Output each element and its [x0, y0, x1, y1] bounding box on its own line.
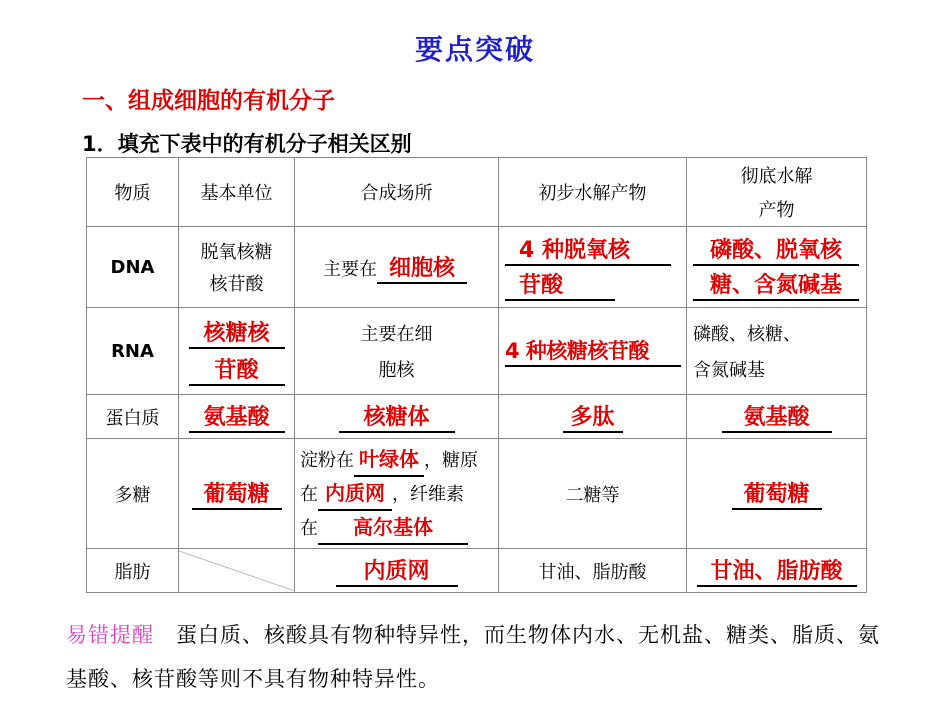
- protein-complete-answer: 氨基酸: [722, 400, 832, 433]
- polysaccharide-site-line3: [300, 511, 498, 545]
- dna-name: DNA: [87, 227, 179, 308]
- table-row-protein: [87, 395, 867, 439]
- rna-complete-line1: 磷酸、核糖、: [693, 324, 801, 345]
- polysaccharide-site-l3-prefix: 在: [300, 517, 318, 539]
- table-header-row: [87, 158, 867, 227]
- polysaccharide-site-l2-prefix: 在: [300, 483, 318, 505]
- polysaccharide-site-l2-answer: 内质网: [318, 477, 392, 511]
- polysaccharide-unit: [179, 439, 295, 549]
- fat-complete-answer: 甘油、脂肪酸: [697, 554, 857, 587]
- diagonal-line: [179, 549, 295, 593]
- dna-site-answer: 细胞核: [377, 251, 467, 284]
- section-heading: 一、组成细胞的有机分子: [82, 88, 335, 114]
- fat-initial: 甘油、脂肪酸: [499, 549, 687, 593]
- tip-paragraph: [66, 613, 896, 701]
- dna-complete: [687, 227, 867, 308]
- polysaccharide-site-line2: [300, 477, 498, 511]
- protein-complete: [687, 395, 867, 439]
- polysaccharide-initial: 二糖等: [499, 439, 687, 549]
- table-row-dna: [87, 227, 867, 308]
- rna-site-line2: 胞核: [378, 360, 415, 381]
- polysaccharide-complete: [687, 439, 867, 549]
- rna-initial-answer: 4 种核糖核苷酸: [505, 335, 681, 367]
- header-substance: 物质: [87, 158, 179, 227]
- rna-complete-line2: 含氮碱基: [693, 360, 765, 381]
- header-complete-hydrolysis: [687, 158, 867, 227]
- rna-site: [295, 308, 499, 395]
- polysaccharide-site: [295, 439, 499, 549]
- rna-complete: [687, 308, 867, 395]
- header-basic-unit: 基本单位: [179, 158, 295, 227]
- dna-initial-line1: 4 种脱氧核: [505, 233, 671, 266]
- dna-unit: [179, 227, 295, 308]
- table-row-polysaccharide: [87, 439, 867, 549]
- polysaccharide-site-l1-prefix: 淀粉在: [300, 449, 354, 471]
- dna-unit-line1: 脱氧核糖: [200, 242, 273, 263]
- protein-initial: [499, 395, 687, 439]
- rna-name: RNA: [87, 308, 179, 395]
- polysaccharide-name: 多糖: [87, 439, 179, 549]
- rna-initial: [499, 308, 687, 395]
- polysaccharide-unit-answer: 葡萄糖: [192, 477, 282, 510]
- dna-initial-line2: 苷酸: [505, 268, 615, 301]
- polysaccharide-site-l3-answer: 高尔基体: [318, 511, 468, 545]
- header-complete-line2: 产物: [758, 200, 795, 221]
- header-synthesis-site: 合成场所: [295, 158, 499, 227]
- dna-initial: [499, 227, 687, 308]
- dna-site-prefix: 主要在: [323, 258, 377, 280]
- organic-molecules-table: [86, 157, 867, 593]
- protein-unit-answer: 氨基酸: [189, 400, 285, 433]
- table-row-rna: [87, 308, 867, 395]
- rna-site-line1: 主要在细: [360, 324, 433, 345]
- polysaccharide-site-l1-answer: 叶绿体: [354, 443, 424, 477]
- rna-unit-line1: 核糖核: [189, 316, 285, 349]
- polysaccharide-site-line1: [300, 443, 498, 477]
- protein-initial-answer: 多肽: [563, 400, 623, 433]
- protein-unit: [179, 395, 295, 439]
- table-row-fat: [87, 549, 867, 593]
- dna-complete-line2: 糖、含氮碱基: [693, 268, 859, 301]
- fat-name: 脂肪: [87, 549, 179, 593]
- page-title: 要点突破: [414, 33, 535, 66]
- polysaccharide-site-l2-suffix: ，纤维素: [392, 483, 464, 505]
- protein-site: [295, 395, 499, 439]
- dna-site: [295, 227, 499, 308]
- polysaccharide-site-l1-suffix: ，糖原: [424, 449, 478, 471]
- rna-unit: [179, 308, 295, 395]
- fat-complete: [687, 549, 867, 593]
- fat-site: [295, 549, 499, 593]
- header-complete-line1: 彻底水解: [740, 166, 813, 187]
- polysaccharide-complete-answer: 葡萄糖: [732, 477, 822, 510]
- header-initial-hydrolysis: 初步水解产物: [499, 158, 687, 227]
- rna-unit-line2: 苷酸: [189, 353, 285, 386]
- fat-unit-empty: [179, 549, 295, 593]
- fat-site-answer: 内质网: [336, 554, 458, 587]
- subsection-heading: 1．填充下表中的有机分子相关区别: [82, 132, 412, 156]
- tip-text: 蛋白质、核酸具有物种特异性，而生物体内水、无机盐、糖类、脂质、氨基酸、核苷酸等则不具有物种特异性。: [66, 623, 880, 691]
- dna-unit-line2: 核苷酸: [209, 274, 264, 295]
- dna-complete-line1: 磷酸、脱氧核: [693, 233, 859, 266]
- protein-name: 蛋白质: [87, 395, 179, 439]
- tip-label: 易错提醒: [66, 623, 154, 647]
- protein-site-answer: 核糖体: [339, 400, 455, 433]
